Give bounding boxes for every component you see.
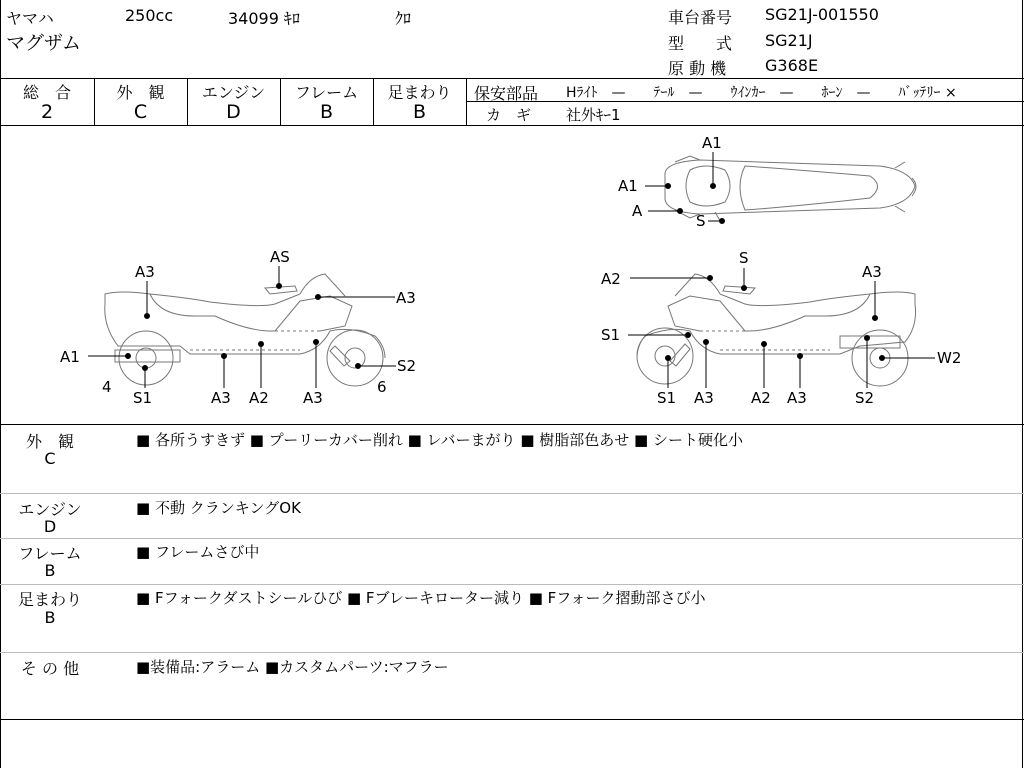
callout: S2 [855,389,875,407]
safety-parts-label: 保安部品 [474,84,539,103]
key-label: カ ギ [486,106,532,124]
callout: A2 [249,389,269,407]
grade-suspension-label: 足まわり [387,83,452,102]
frame-number: SG21J-001550 [765,5,879,24]
damage-diagram [0,126,1024,424]
note-category: フレーム [18,544,82,563]
note-category: 足まわり [17,590,82,609]
callout: S [739,249,749,267]
callout: A3 [787,389,807,407]
displacement: 250cc [125,6,174,25]
frame-number-label: 車台番号 [668,8,733,27]
type-label: 型 式 [668,34,733,53]
note-grade: C [44,449,56,468]
note-grade: B [44,561,56,580]
grade-frame-value: B [319,101,334,123]
grade-exterior-value: C [133,101,148,123]
note-text: ■装備品:アラーム ■カスタムパーツ:マフラー [136,658,449,676]
notes-divider [0,652,1024,653]
engine-value: G368E [765,56,819,75]
callout: A3 [694,389,714,407]
note-grade: B [44,608,56,627]
note-category: そ の 他 [20,659,80,678]
note-text: ■ 不動 クランキングOK [136,499,301,517]
grade-engine-label: エンジン [201,83,266,102]
callout: A3 [862,263,882,281]
note-text: ■ Fフォークダストシールひび ■ Fブレーキローター減り ■ Fフォーク摺動部さび小 [136,589,706,607]
callout: W2 [937,349,962,367]
notes-divider [0,493,1024,494]
note-text: ■ 各所うすきず ■ プーリーカバー削れ ■ レバーまがり ■ 樹脂部色あせ ■ シート硬化小 [136,431,743,449]
grades-top-line [0,78,1024,79]
notes-bottom-line [0,719,1024,720]
notes-top-line [0,424,1024,425]
callout: A3 [211,389,231,407]
grade-overall-label: 総 合 [22,83,71,102]
note-category: 外 観 [25,432,74,451]
callout: S [696,212,706,230]
note-grade: D [43,517,57,536]
scooter-right-view [637,274,916,386]
callout: A3 [303,389,323,407]
callout: A1 [618,177,638,195]
callout: S1 [601,326,621,344]
callout: A3 [396,289,416,307]
callout: AS [270,248,290,266]
mileage: 34099 ｷﾛ [228,9,300,28]
notes-divider [0,584,1024,585]
callout: S1 [657,389,677,407]
callout: A1 [702,134,722,152]
grade-overall-value: 2 [40,101,54,123]
maker: ヤマハ [6,9,54,28]
callout: A3 [135,263,155,281]
color: ｸﾛ [395,9,412,28]
callout: A1 [60,348,80,366]
key-value: 社外ｷｰ1 [566,106,621,124]
grade-suspension-value: B [412,101,427,123]
callout: 4 [102,378,112,396]
safety-parts-items: Hﾗｲﾄ — ﾃｰﾙ — ｳｲﾝｶｰ — ﾎｰﾝ — ﾊﾞｯﾃﾘｰ × [566,85,957,101]
note-category: エンジン [18,500,82,519]
callout: 6 [377,378,387,396]
model-name: マグザム [6,32,82,54]
callout: A2 [601,270,621,288]
grade-frame-label: フレーム [294,83,359,102]
engine-label: 原 動 機 [668,59,727,78]
callout: A [632,202,643,220]
grade-exterior-label: 外 観 [116,83,165,102]
notes-divider [0,538,1024,539]
callout: A2 [751,389,771,407]
type-value: SG21J [765,31,813,50]
grade-divider [466,78,467,125]
callout: S2 [397,357,417,375]
note-text: ■ フレームさび中 [136,543,260,561]
callout: S1 [133,389,153,407]
grade-engine-value: D [226,101,241,123]
